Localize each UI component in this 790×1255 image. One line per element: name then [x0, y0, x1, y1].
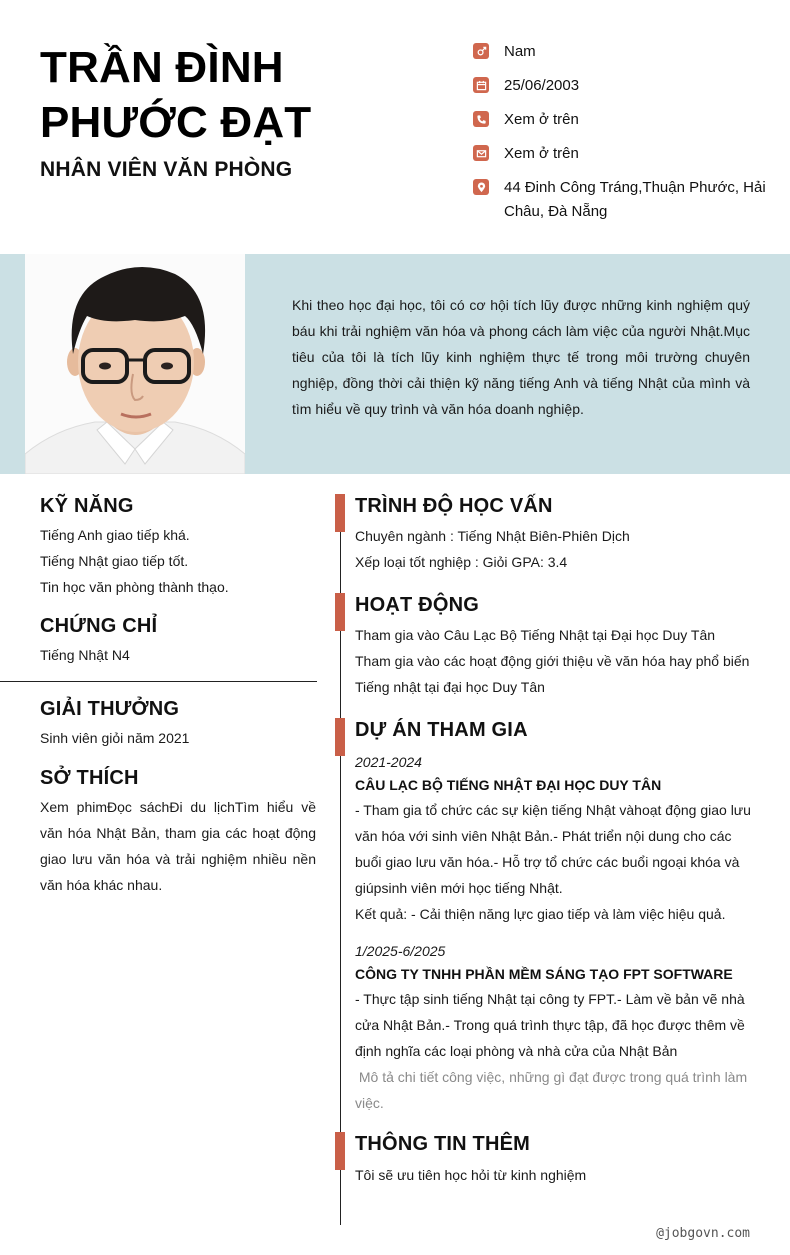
project-entry — [355, 940, 751, 1116]
contact-birthday — [472, 74, 772, 98]
award-item: Sinh viên giỏi năm 2021 — [40, 730, 190, 746]
skill-item: Tiếng Nhật giao tiếp tốt. — [40, 553, 189, 569]
career-objective: Khi theo học đại học, tôi có cơ hội tích lũy được những kinh nghiệm quý báu khi trải nghiệm văn hóa và phong cách làm việc của người Nhật.Mục tiêu của tôi là tích lũy kinh nghiệm thực tế trong môi trường chuyên nghiệp, đồng thời cải thiện kỹ năng tiếng Anh và tiếng Nhật của mình và tìm hiểu về quy trình và văn hóa doanh nghiệp. — [292, 297, 750, 417]
contact-phone — [472, 108, 772, 132]
skill-item: Tin học văn phòng thành thạo. — [40, 579, 229, 595]
certificates-title: CHỨNG CHỈ — [40, 615, 158, 637]
section-divider — [0, 681, 317, 682]
birthday-value: 25/06/2003 — [504, 77, 580, 94]
contact-gender — [472, 40, 772, 64]
project-period: 1/2025-6/2025 — [355, 943, 446, 959]
project-organization: CÔNG TY TNHH PHẦN MỀM SÁNG TẠO FPT SOFTWARE — [355, 966, 733, 982]
certificates-section — [40, 614, 316, 668]
location-icon — [473, 179, 489, 195]
candidate-name: TRẦN ĐÌNH PHƯỚC ĐẠT — [40, 43, 312, 147]
email-value: Xem ở trên — [504, 145, 579, 162]
certificate-item: Tiếng Nhật N4 — [40, 647, 130, 663]
project-period: 2021-2024 — [355, 754, 422, 770]
project-description: - Thực tập sinh tiếng Nhật tại công ty FPT.- Làm về bản vẽ nhà cửa Nhật Bản.- Trong quá trình thực tập, đã học được thêm về định nghĩa các loại phòng và nhà cửa của Nhật Bản — [355, 991, 745, 1059]
projects-marker — [335, 718, 345, 756]
extra-marker — [335, 1132, 345, 1170]
activity-item: Tham gia vào Câu Lạc Bộ Tiếng Nhật tại Đại học Duy Tân — [355, 627, 716, 643]
education-section — [355, 494, 751, 575]
hobbies-text: Xem phimĐọc sáchĐi du lịchTìm hiểu về văn hóa Nhật Bản, tham gia các hoạt động giao lưu văn hóa và trải nghiệm nhiều nền văn hóa khác nhau. — [40, 799, 316, 893]
extra-title: THÔNG TIN THÊM — [355, 1133, 531, 1155]
phone-value: Xem ở trên — [504, 111, 579, 128]
activities-marker — [335, 593, 345, 631]
gender-icon — [473, 43, 489, 59]
education-title: TRÌNH ĐỘ HỌC VẤN — [355, 495, 553, 517]
activities-section — [355, 593, 751, 700]
activity-item: Tham gia vào các hoạt động giới thiệu về văn hóa hay phổ biến Tiếng nhật tại đại học Duy Tân — [355, 653, 750, 695]
phone-icon — [473, 111, 489, 127]
awards-section — [40, 697, 316, 751]
education-item: Chuyên ngành : Tiếng Nhật Biên-Phiên Dịch — [355, 528, 630, 544]
projects-section — [355, 718, 751, 1116]
hobbies-title: SỞ THÍCH — [40, 767, 139, 789]
extra-text: Tôi sẽ ưu tiên học hỏi từ kinh nghiệm — [355, 1167, 587, 1183]
skill-item: Tiếng Anh giao tiếp khá. — [40, 527, 190, 543]
activities-title: HOẠT ĐỘNG — [355, 594, 480, 616]
job-position: NHÂN VIÊN VĂN PHÒNG — [40, 158, 293, 181]
calendar-icon — [473, 77, 489, 93]
project-organization: CÂU LẠC BỘ TIẾNG NHẬT ĐẠI HỌC DUY TÂN — [355, 777, 662, 793]
address-value: 44 Đinh Công Tráng,Thuận Phước, Hải Châu, Đà Nẵng — [504, 179, 766, 220]
contact-info — [472, 40, 772, 224]
education-item: Xếp loại tốt nghiệp : Giỏi GPA: 3.4 — [355, 554, 568, 570]
email-icon — [473, 145, 489, 161]
extra-section — [355, 1132, 751, 1188]
gender-value: Nam — [504, 43, 536, 60]
project-placeholder-text: Mô tả chi tiết công việc, những gì đạt được trong quá trình làm việc. — [355, 1069, 752, 1111]
contact-address — [472, 176, 772, 224]
project-entry — [355, 751, 751, 927]
footer-watermark: @jobgovn.com — [656, 1226, 750, 1241]
projects-title: DỰ ÁN THAM GIA — [355, 719, 528, 741]
project-result: Kết quả: - Cải thiện năng lực giao tiếp và làm việc hiệu quả. — [355, 906, 726, 922]
hobbies-section — [40, 766, 316, 898]
skills-title: KỸ NĂNG — [40, 495, 134, 517]
project-description: - Tham gia tổ chức các sự kiện tiếng Nhật vàhoạt động giao lưu văn hóa với sinh viên Nhật Bản.- Phát triển nội dung cho các buổi giao lưu văn hóa.- Hỗ trợ tổ chức các buổi ngoại khóa và giúpsinh viên mới học tiếng Nhật. — [355, 802, 751, 896]
education-marker — [335, 494, 345, 532]
skills-section — [40, 494, 316, 600]
contact-email — [472, 142, 772, 166]
awards-title: GIẢI THƯỞNG — [40, 698, 180, 720]
profile-photo — [25, 254, 245, 474]
